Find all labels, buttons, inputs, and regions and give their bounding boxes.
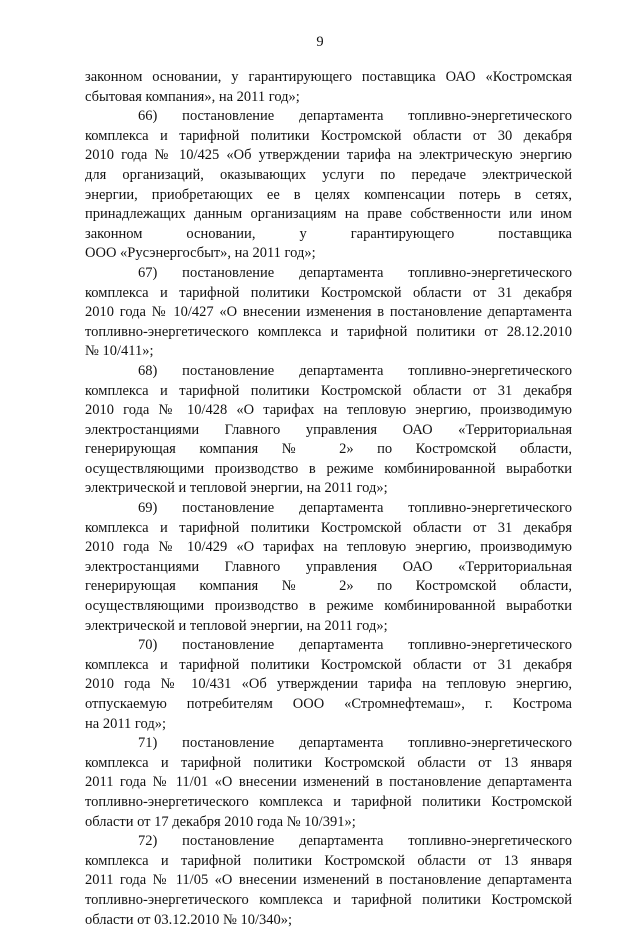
text-line: комплекса и тарифной политики Костромской области от 13 января (85, 754, 572, 771)
text-line: 2010 года № 10/428 «О тарифах на тепловую энергию, производимую (85, 402, 572, 419)
text-line: 2010 года № 10/427 «О внесении изменения в постановление департамента (85, 304, 572, 321)
text-line: на 2011 год»; (85, 715, 166, 732)
text-line: отпускаемую потребителям ООО «Стромнефтемаш», г. Кострома (85, 696, 572, 712)
text-line: энергии, приобретающих ее в целях компенсации потерь в сетях, (85, 186, 572, 203)
text-line: топливно-энергетического комплекса и тарифной политики Костромской (85, 891, 572, 908)
text-line: 71) постановление департамента топливно-энергетического (138, 735, 572, 752)
text-line: электрической и тепловой энергии, на 2011 год»; (85, 617, 388, 634)
text-line: 2010 года № 10/429 «О тарифах на тепловую энергию, производимую (85, 539, 572, 556)
text-line: электрической и тепловой энергии, на 2011 год»; (85, 480, 388, 497)
text-line: № 10/411»; (85, 343, 154, 360)
text-line: ООО «Русэнергосбыт», на 2011 год»; (85, 245, 316, 262)
text-line: комплекса и тарифной политики Костромской области от 31 декабря (85, 382, 572, 399)
text-line: топливно-энергетического комплекса и тарифной политики Костромской (85, 793, 572, 810)
text-line: осуществляющими производство в режиме комбинированной выработки (85, 598, 572, 615)
text-line: законном основании, у гарантирующего поставщика (85, 225, 572, 242)
text-line: сбытовая компания», на 2011 год»; (85, 88, 300, 105)
text-line: электростанциями Главного управления ОАО «Территориальная (85, 558, 572, 575)
text-line: комплекса и тарифной политики Костромской области от 31 декабря (85, 656, 572, 673)
text-line: генерирующая компания № 2» по Костромской области, (85, 441, 572, 458)
text-line: топливно-энергетического комплекса и тарифной политики от 28.12.2010 (85, 323, 572, 340)
text-line: принадлежащих данным организациям на праве собственности или ином (85, 206, 572, 223)
text-line: 2010 года № 10/425 «Об утверждении тарифа на электрическую энергию (85, 147, 572, 164)
text-line: осуществляющими производство в режиме комбинированной выработки (85, 460, 572, 477)
text-line: 2011 года № 11/05 «О внесении изменений в постановление департамента (85, 872, 572, 889)
text-line: комплекса и тарифной политики Костромской области от 13 января (85, 852, 572, 869)
text-line: комплекса и тарифной политики Костромской области от 31 декабря (85, 519, 572, 536)
text-line: комплекса и тарифной политики Костромской области от 31 декабря (85, 284, 572, 301)
text-line: 2011 года № 11/01 «О внесении изменений в постановление департамента (85, 774, 572, 791)
text-line: генерирующая компания № 2» по Костромской области, (85, 578, 572, 595)
text-line: 72) постановление департамента топливно-энергетического (138, 833, 572, 850)
page-number: 9 (316, 34, 324, 50)
text-line: 69) постановление департамента топливно-энергетического (138, 500, 572, 517)
text-line: 70) постановление департамента топливно-энергетического (138, 637, 572, 654)
text-line: 2010 года № 10/431 «Об утверждении тарифа на тепловую энергию, (85, 676, 572, 693)
text-line: законном основании, у гарантирующего поставщика ОАО «Костромская (85, 69, 572, 85)
text-line: 67) постановление департамента топливно-энергетического (138, 264, 572, 281)
text-line: комплекса и тарифной политики Костромской области от 30 декабря (85, 127, 572, 144)
document-body (85, 68, 572, 930)
text-line: 66) постановление департамента топливно-энергетического (138, 108, 572, 125)
text-line: для организаций, оказывающих услуги по передаче электрической (85, 166, 572, 183)
text-line: 68) постановление департамента топливно-энергетического (138, 362, 572, 379)
text-line: области от 03.12.2010 № 10/340»; (85, 911, 293, 928)
text-line: области от 17 декабря 2010 года № 10/391»; (85, 813, 356, 830)
text-line: электростанциями Главного управления ОАО «Территориальная (85, 421, 572, 438)
